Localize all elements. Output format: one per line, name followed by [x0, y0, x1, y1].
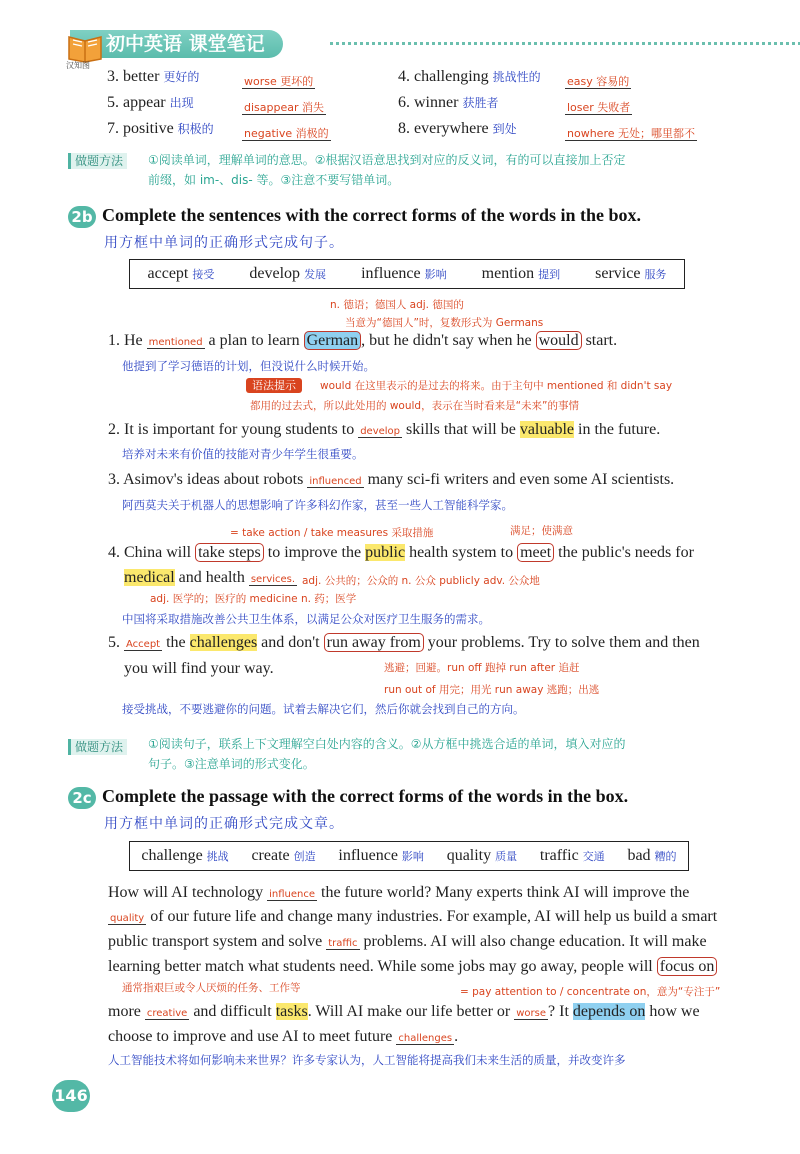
box-word: bad 糟的: [627, 847, 677, 864]
opposite-item-5: 5. appear 出现: [107, 94, 194, 111]
grammar-note-1: would 在这里表示的是过去的将来。由于主句中 mentioned 和 didn't say: [320, 380, 673, 392]
passage-line-3: public transport system and solve traffic problems. AI will also change education. It will make: [108, 933, 707, 950]
answer-5: disappear 消失: [244, 101, 325, 114]
section-subtitle-2b: 用方框中单词的正确形式完成句子。: [104, 235, 344, 251]
highlight-challenges: challenges: [189, 634, 258, 651]
note-run-away-1: 逃避；回避。run off 跑掉 run after 追赶: [384, 662, 580, 674]
section-title-2b: Complete the sentences with the correct forms of the words in the box.: [102, 205, 642, 225]
fill-blank: influence: [269, 889, 315, 900]
opposite-item-3: [107, 68, 199, 86]
method2-line-1: ①阅读句子，联系上下文理解空白处内容的含义。②从方框中挑选合适的单词，填入对应的: [148, 737, 626, 751]
grammar-note-2: 都用的过去式，所以此处用的 would，表示在当时看来是“未来”的事情: [250, 400, 579, 412]
word-box-2c: [129, 841, 689, 871]
fill-blank: develop: [360, 426, 401, 437]
opposite-item-4: 4. challenging 挑战性的: [398, 68, 541, 85]
grammar-tip-tag: 语法提示: [246, 378, 302, 393]
box-word: develop 发展: [249, 265, 327, 282]
answer-8: nowhere 无处；哪里都不: [567, 127, 695, 140]
fill-blank: influenced: [309, 476, 362, 487]
note-run-away-2: run out of 用完；用光 run away 逃跑；出逃: [384, 684, 600, 696]
passage-translation: 人工智能技术将如何影响未来世界？许多专家认为，人工智能将提高我们未来生活的质量，并改变许多: [108, 1053, 626, 1067]
box-word: quality 质量: [446, 847, 518, 864]
book-logo-icon: [66, 29, 104, 63]
method-line-1: ①阅读单词，理解单词的意思。②根据汉语意思找到对应的反义词，有的可以直接加上否定: [148, 153, 626, 167]
passage-line-4: learning better match what students need. While some jobs may go away, people will focus on: [108, 958, 717, 976]
method-tag: 做题方法: [68, 153, 127, 169]
answer-6: loser 失败者: [567, 101, 631, 114]
fill-blank: services.: [250, 574, 296, 585]
passage-line-1: How will AI technology influence the future world? Many experts think AI will improve the: [108, 884, 690, 901]
sentence-4-line-2: medical and health services.: [124, 569, 296, 586]
method-tag-2: 做题方法: [68, 739, 127, 755]
fill-blank: creative: [146, 1008, 188, 1019]
highlight-medical: medical: [124, 569, 175, 586]
box-word: traffic 交通: [539, 847, 605, 864]
sentence-4: 4. China will take steps to improve the public health system to meet the public's needs for: [108, 544, 694, 561]
circled-run-away-from: run away from: [324, 633, 424, 652]
logo-caption: 汉知图: [66, 61, 90, 70]
note-public: adj. 公共的；公众的 n. 公众 publicly adv. 公众地: [302, 575, 540, 587]
sentence-1: 1. He mentioned a plan to learn German , but he didn't say when he would start.: [108, 332, 618, 349]
box-word: create 创造: [251, 847, 316, 864]
passage-line-2: quality of our future life and change many industries. For example, AI will help us build a smart: [110, 908, 718, 925]
section-subtitle-2c: 用方框中单词的正确形式完成文章。: [104, 816, 344, 832]
circled-would: would: [536, 331, 582, 350]
box-word: influence 影响: [338, 847, 424, 864]
item-word: better: [123, 68, 160, 85]
note-tasks: 通常指艰巨或令人厌烦的任务、工作等: [122, 982, 301, 994]
header-dotted-line: [330, 42, 800, 45]
item-zh: 更好的: [163, 70, 200, 84]
circled-focus-on: focus on: [657, 957, 718, 976]
method2-line-2: 句子。③注意单词的形式变化。: [148, 757, 315, 771]
translation-2: 培养对未来有价值的技能对青少年学生很重要。: [122, 447, 364, 461]
highlight-valuable: valuable: [519, 421, 575, 438]
note-focus-on: = pay attention to / concentrate on，意为“专注于”: [460, 986, 721, 998]
box-word: influence 影响: [361, 265, 447, 282]
item-num: 3.: [107, 68, 119, 85]
note-take-steps: = take action / take measures 采取措施: [230, 527, 434, 539]
section-title-2c: Complete the passage with the correct forms of the words in the box.: [102, 786, 629, 806]
box-word: challenge 挑战: [141, 847, 229, 864]
fill-blank: challenges: [398, 1033, 453, 1044]
sentence-5-line-2: you will find your way.: [124, 660, 274, 677]
sentence-2: 2. It is important for young students to develop skills that will be valuable in the future.: [108, 421, 661, 438]
highlight-public: public: [365, 544, 406, 561]
answer-4: easy 容易的: [567, 75, 630, 88]
fill-blank: Accept: [126, 639, 161, 650]
section-badge-2b: 2b: [68, 206, 96, 228]
note-german-2: 当意为“德国人”时，复数形式为 Germans: [345, 317, 544, 329]
translation-3: 阿西莫夫关于机器人的思想影响了许多科幻作家，甚至一些人工智能科学家。: [122, 498, 513, 512]
note-german-1: n. 德语；德国人 adj. 德国的: [330, 299, 464, 311]
circled-take-steps: take steps: [195, 543, 264, 562]
fill-blank: traffic: [328, 938, 358, 949]
circled-meet: meet: [517, 543, 554, 562]
highlight-tasks: tasks: [275, 1003, 308, 1020]
section-badge-2c: 2c: [68, 787, 96, 809]
passage-line-6: choose to improve and use AI to meet future challenges .: [108, 1028, 459, 1045]
passage-line-5: more creative and difficult tasks. Will AI make our life better or worse ? It depends on how we: [108, 1003, 700, 1020]
opposite-item-8: 8. everywhere 到处: [398, 120, 517, 137]
box-word: accept 接受: [147, 265, 215, 282]
word-box-2b: [129, 259, 685, 289]
translation-1: 他提到了学习德语的计划，但没说什么时候开始。: [122, 359, 375, 373]
opposite-item-6: 6. winner 获胜者: [398, 94, 499, 111]
fill-blank: mentioned: [148, 337, 203, 348]
sentence-5: 5. Accept the challenges and don't run away from your problems. Try to solve them and then: [108, 634, 700, 651]
method-line-2: 前缀，如 im-、dis- 等。③注意不要写错单词。: [148, 173, 400, 187]
answer-3: worse 更坏的: [244, 75, 314, 88]
header-title: 初中英语 课堂笔记: [70, 30, 283, 58]
fill-blank: worse: [516, 1008, 547, 1019]
translation-5: 接受挑战，不要逃避你的问题。试着去解决它们，然后你就会找到自己的方向。: [122, 702, 525, 716]
sentence-3: 3. Asimov's ideas about robots influenced many sci-fi writers and even some AI scientists.: [108, 471, 675, 488]
fill-blank: quality: [110, 913, 145, 924]
box-word: service 服务: [595, 265, 667, 282]
note-medical: adj. 医学的；医疗的 medicine n. 药；医学: [150, 593, 357, 605]
note-meet: 满足；使满意: [510, 525, 573, 537]
translation-4: 中国将采取措施改善公共卫生体系，以满足公众对医疗卫生服务的需求。: [122, 612, 490, 626]
highlight-german: German: [304, 331, 362, 350]
highlight-depends-on: depends on: [572, 1003, 646, 1020]
opposite-item-7: 7. positive 积极的: [107, 120, 214, 137]
page-number: 146: [52, 1080, 90, 1112]
box-word: mention 提到: [481, 265, 561, 282]
answer-7: negative 消极的: [244, 127, 329, 140]
